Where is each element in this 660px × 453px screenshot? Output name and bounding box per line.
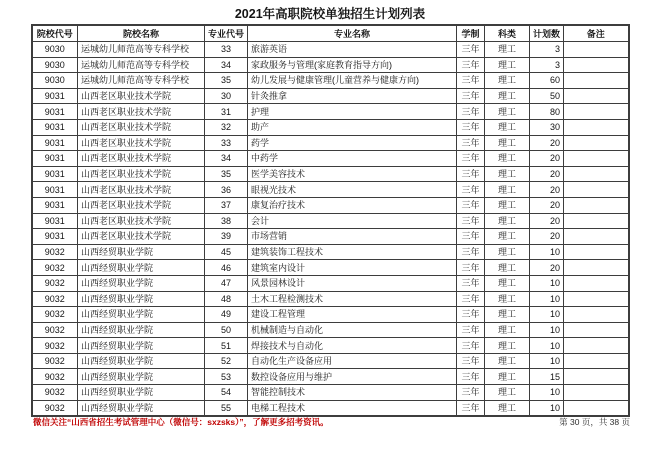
cell-major-name: 电梯工程技术 — [248, 400, 457, 416]
cell-major-code: 39 — [205, 229, 248, 245]
cell-plan-count: 20 — [530, 182, 564, 198]
cell-major-name: 旅游英语 — [248, 42, 457, 58]
table-row — [32, 291, 629, 307]
cell-category: 理工 — [485, 104, 530, 120]
cell-duration: 三年 — [457, 275, 485, 291]
cell-duration: 三年 — [457, 385, 485, 401]
cell-major-code: 46 — [205, 260, 248, 276]
cell-college-code: 9032 — [32, 275, 78, 291]
table-row — [32, 260, 629, 276]
cell-duration: 三年 — [457, 151, 485, 167]
cell-plan-count: 20 — [530, 260, 564, 276]
cell-major-name: 建设工程管理 — [248, 307, 457, 323]
cell-category: 理工 — [485, 322, 530, 338]
cell-remarks — [564, 166, 629, 182]
cell-plan-count: 50 — [530, 88, 564, 104]
cell-college-name: 山西老区职业技术学院 — [78, 151, 205, 167]
cell-duration: 三年 — [457, 307, 485, 323]
cell-category: 理工 — [485, 73, 530, 89]
cell-category: 理工 — [485, 88, 530, 104]
cell-category: 理工 — [485, 244, 530, 260]
cell-major-name: 护理 — [248, 104, 457, 120]
cell-plan-count: 10 — [530, 322, 564, 338]
header-plan-count: 计划数 — [530, 25, 564, 42]
cell-remarks — [564, 307, 629, 323]
table-row — [32, 73, 629, 89]
cell-category: 理工 — [485, 135, 530, 151]
cell-major-name: 智能控制技术 — [248, 385, 457, 401]
cell-major-code: 31 — [205, 104, 248, 120]
cell-major-name: 会计 — [248, 213, 457, 229]
cell-remarks — [564, 104, 629, 120]
footer-notice: 微信关注“山西省招生考试管理中心（微信号：sxzsks）”，了解更多招考资讯。 — [33, 417, 329, 427]
cell-category: 理工 — [485, 213, 530, 229]
cell-major-code: 55 — [205, 400, 248, 416]
cell-category: 理工 — [485, 119, 530, 135]
cell-duration: 三年 — [457, 244, 485, 260]
cell-plan-count: 20 — [530, 166, 564, 182]
cell-remarks — [564, 322, 629, 338]
header-college-code: 院校代号 — [32, 25, 78, 42]
table-row — [32, 182, 629, 198]
cell-major-code: 34 — [205, 151, 248, 167]
cell-college-code: 9032 — [32, 385, 78, 401]
cell-remarks — [564, 260, 629, 276]
cell-major-name: 数控设备应用与维护 — [248, 369, 457, 385]
cell-duration: 三年 — [457, 182, 485, 198]
cell-major-code: 50 — [205, 322, 248, 338]
cell-plan-count: 10 — [530, 307, 564, 323]
cell-plan-count: 10 — [530, 291, 564, 307]
cell-duration: 三年 — [457, 42, 485, 58]
cell-college-name: 山西老区职业技术学院 — [78, 197, 205, 213]
cell-remarks — [564, 275, 629, 291]
cell-category: 理工 — [485, 57, 530, 73]
cell-plan-count: 20 — [530, 213, 564, 229]
cell-duration: 三年 — [457, 291, 485, 307]
cell-major-name: 家政服务与管理(家庭教育指导方向) — [248, 57, 457, 73]
cell-remarks — [564, 244, 629, 260]
cell-duration: 三年 — [457, 260, 485, 276]
cell-major-name: 医学美容技术 — [248, 166, 457, 182]
cell-major-name: 市场营销 — [248, 229, 457, 245]
cell-college-code: 9031 — [32, 104, 78, 120]
cell-plan-count: 10 — [530, 353, 564, 369]
cell-remarks — [564, 88, 629, 104]
cell-college-code: 9031 — [32, 88, 78, 104]
cell-category: 理工 — [485, 197, 530, 213]
table-row — [32, 166, 629, 182]
cell-category: 理工 — [485, 400, 530, 416]
cell-college-name: 山西老区职业技术学院 — [78, 88, 205, 104]
table-row — [32, 338, 629, 354]
table-row — [32, 229, 629, 245]
cell-major-code: 38 — [205, 213, 248, 229]
cell-major-code: 35 — [205, 73, 248, 89]
cell-remarks — [564, 119, 629, 135]
cell-college-name: 山西经贸职业学院 — [78, 291, 205, 307]
table-row — [32, 400, 629, 416]
enrollment-plan-table — [31, 24, 630, 417]
cell-college-code: 9031 — [32, 229, 78, 245]
cell-major-name: 药学 — [248, 135, 457, 151]
cell-category: 理工 — [485, 166, 530, 182]
cell-major-name: 中药学 — [248, 151, 457, 167]
cell-plan-count: 3 — [530, 57, 564, 73]
cell-college-code: 9032 — [32, 369, 78, 385]
cell-duration: 三年 — [457, 135, 485, 151]
cell-remarks — [564, 42, 629, 58]
cell-major-code: 32 — [205, 119, 248, 135]
cell-duration: 三年 — [457, 88, 485, 104]
cell-category: 理工 — [485, 182, 530, 198]
cell-college-code: 9032 — [32, 353, 78, 369]
cell-college-name: 山西老区职业技术学院 — [78, 182, 205, 198]
table-row — [32, 275, 629, 291]
cell-major-name: 针灸推拿 — [248, 88, 457, 104]
cell-college-name: 山西老区职业技术学院 — [78, 229, 205, 245]
cell-category: 理工 — [485, 385, 530, 401]
cell-category: 理工 — [485, 369, 530, 385]
cell-college-name: 山西经贸职业学院 — [78, 275, 205, 291]
cell-college-code: 9031 — [32, 119, 78, 135]
table-row — [32, 88, 629, 104]
cell-category: 理工 — [485, 275, 530, 291]
cell-college-name: 山西经贸职业学院 — [78, 322, 205, 338]
cell-remarks — [564, 151, 629, 167]
cell-college-code: 9031 — [32, 213, 78, 229]
cell-college-code: 9032 — [32, 244, 78, 260]
cell-college-code: 9031 — [32, 182, 78, 198]
cell-major-code: 35 — [205, 166, 248, 182]
cell-college-name: 山西经贸职业学院 — [78, 260, 205, 276]
table-row — [32, 151, 629, 167]
cell-category: 理工 — [485, 151, 530, 167]
cell-category: 理工 — [485, 42, 530, 58]
cell-remarks — [564, 291, 629, 307]
cell-plan-count: 30 — [530, 119, 564, 135]
header-college-name: 院校名称 — [78, 25, 205, 42]
cell-major-code: 54 — [205, 385, 248, 401]
header-category: 科类 — [485, 25, 530, 42]
cell-duration: 三年 — [457, 57, 485, 73]
cell-plan-count: 15 — [530, 369, 564, 385]
cell-major-name: 机械制造与自动化 — [248, 322, 457, 338]
cell-college-name: 山西经贸职业学院 — [78, 338, 205, 354]
cell-major-code: 34 — [205, 57, 248, 73]
cell-major-name: 建筑装饰工程技术 — [248, 244, 457, 260]
cell-college-code: 9032 — [32, 400, 78, 416]
cell-duration: 三年 — [457, 369, 485, 385]
cell-college-name: 运城幼儿师范高等专科学校 — [78, 42, 205, 58]
cell-remarks — [564, 182, 629, 198]
cell-college-name: 运城幼儿师范高等专科学校 — [78, 57, 205, 73]
cell-major-code: 33 — [205, 42, 248, 58]
cell-duration: 三年 — [457, 166, 485, 182]
cell-remarks — [564, 338, 629, 354]
cell-major-name: 建筑室内设计 — [248, 260, 457, 276]
cell-duration: 三年 — [457, 119, 485, 135]
cell-major-name: 土木工程检测技术 — [248, 291, 457, 307]
cell-college-name: 山西老区职业技术学院 — [78, 104, 205, 120]
cell-remarks — [564, 400, 629, 416]
cell-plan-count: 80 — [530, 104, 564, 120]
cell-major-code: 53 — [205, 369, 248, 385]
cell-college-name: 山西经贸职业学院 — [78, 353, 205, 369]
cell-duration: 三年 — [457, 322, 485, 338]
cell-duration: 三年 — [457, 73, 485, 89]
cell-category: 理工 — [485, 291, 530, 307]
cell-category: 理工 — [485, 229, 530, 245]
cell-remarks — [564, 385, 629, 401]
cell-plan-count: 3 — [530, 42, 564, 58]
table-row — [32, 104, 629, 120]
cell-plan-count: 10 — [530, 338, 564, 354]
header-major-name: 专业名称 — [248, 25, 457, 42]
cell-remarks — [564, 229, 629, 245]
cell-plan-count: 10 — [530, 400, 564, 416]
cell-college-name: 山西经贸职业学院 — [78, 369, 205, 385]
table-row — [32, 213, 629, 229]
cell-duration: 三年 — [457, 229, 485, 245]
cell-college-code: 9030 — [32, 73, 78, 89]
cell-plan-count: 20 — [530, 197, 564, 213]
page-number: 第 30 页，共 38 页 — [559, 417, 630, 427]
cell-major-name: 眼视光技术 — [248, 182, 457, 198]
cell-remarks — [564, 135, 629, 151]
cell-college-code: 9032 — [32, 338, 78, 354]
cell-major-code: 36 — [205, 182, 248, 198]
cell-major-code: 45 — [205, 244, 248, 260]
cell-major-name: 助产 — [248, 119, 457, 135]
cell-duration: 三年 — [457, 353, 485, 369]
cell-college-code: 9031 — [32, 151, 78, 167]
cell-remarks — [564, 57, 629, 73]
cell-college-name: 山西经贸职业学院 — [78, 400, 205, 416]
cell-major-name: 康复治疗技术 — [248, 197, 457, 213]
table-row — [32, 119, 629, 135]
cell-plan-count: 20 — [530, 229, 564, 245]
cell-college-name: 运城幼儿师范高等专科学校 — [78, 73, 205, 89]
cell-remarks — [564, 197, 629, 213]
cell-plan-count: 20 — [530, 135, 564, 151]
cell-major-name: 自动化生产设备应用 — [248, 353, 457, 369]
cell-plan-count: 10 — [530, 244, 564, 260]
cell-college-code: 9031 — [32, 197, 78, 213]
cell-duration: 三年 — [457, 338, 485, 354]
page-title: 2021年高职院校单独招生计划列表 — [234, 7, 426, 21]
cell-major-code: 51 — [205, 338, 248, 354]
cell-major-code: 48 — [205, 291, 248, 307]
cell-category: 理工 — [485, 260, 530, 276]
cell-major-code: 37 — [205, 197, 248, 213]
cell-category: 理工 — [485, 353, 530, 369]
cell-college-name: 山西老区职业技术学院 — [78, 119, 205, 135]
cell-remarks — [564, 73, 629, 89]
cell-duration: 三年 — [457, 213, 485, 229]
cell-duration: 三年 — [457, 104, 485, 120]
cell-college-code: 9032 — [32, 322, 78, 338]
table-row — [32, 322, 629, 338]
header-duration: 学制 — [457, 25, 485, 42]
cell-college-code: 9031 — [32, 166, 78, 182]
table-body — [32, 42, 629, 417]
table-header-row — [32, 25, 629, 42]
table-row — [32, 57, 629, 73]
cell-major-code: 49 — [205, 307, 248, 323]
header-remarks: 备注 — [564, 25, 629, 42]
table-row — [32, 369, 629, 385]
cell-college-name: 山西老区职业技术学院 — [78, 213, 205, 229]
cell-major-code: 30 — [205, 88, 248, 104]
cell-college-name: 山西老区职业技术学院 — [78, 135, 205, 151]
cell-major-name: 焊接技术与自动化 — [248, 338, 457, 354]
cell-major-code: 33 — [205, 135, 248, 151]
cell-plan-count: 60 — [530, 73, 564, 89]
cell-plan-count: 20 — [530, 151, 564, 167]
table-row — [32, 385, 629, 401]
cell-plan-count: 10 — [530, 275, 564, 291]
cell-college-code: 9030 — [32, 57, 78, 73]
cell-remarks — [564, 369, 629, 385]
cell-college-code: 9032 — [32, 260, 78, 276]
cell-category: 理工 — [485, 338, 530, 354]
cell-duration: 三年 — [457, 400, 485, 416]
cell-remarks — [564, 353, 629, 369]
cell-major-name: 幼儿发展与健康管理(儿童营养与健康方向) — [248, 73, 457, 89]
cell-college-code: 9032 — [32, 291, 78, 307]
cell-college-name: 山西老区职业技术学院 — [78, 166, 205, 182]
cell-college-name: 山西经贸职业学院 — [78, 244, 205, 260]
cell-plan-count: 10 — [530, 385, 564, 401]
header-major-code: 专业代号 — [205, 25, 248, 42]
page-footer — [33, 417, 630, 427]
cell-major-code: 47 — [205, 275, 248, 291]
table-row — [32, 42, 629, 58]
cell-major-name: 风景园林设计 — [248, 275, 457, 291]
cell-remarks — [564, 213, 629, 229]
cell-major-code: 52 — [205, 353, 248, 369]
cell-college-code: 9030 — [32, 42, 78, 58]
table-row — [32, 353, 629, 369]
table-row — [32, 307, 629, 323]
cell-college-name: 山西经贸职业学院 — [78, 385, 205, 401]
cell-college-name: 山西经贸职业学院 — [78, 307, 205, 323]
cell-college-code: 9031 — [32, 135, 78, 151]
cell-category: 理工 — [485, 307, 530, 323]
cell-duration: 三年 — [457, 197, 485, 213]
table-row — [32, 244, 629, 260]
cell-college-code: 9032 — [32, 307, 78, 323]
table-row — [32, 135, 629, 151]
table-row — [32, 197, 629, 213]
